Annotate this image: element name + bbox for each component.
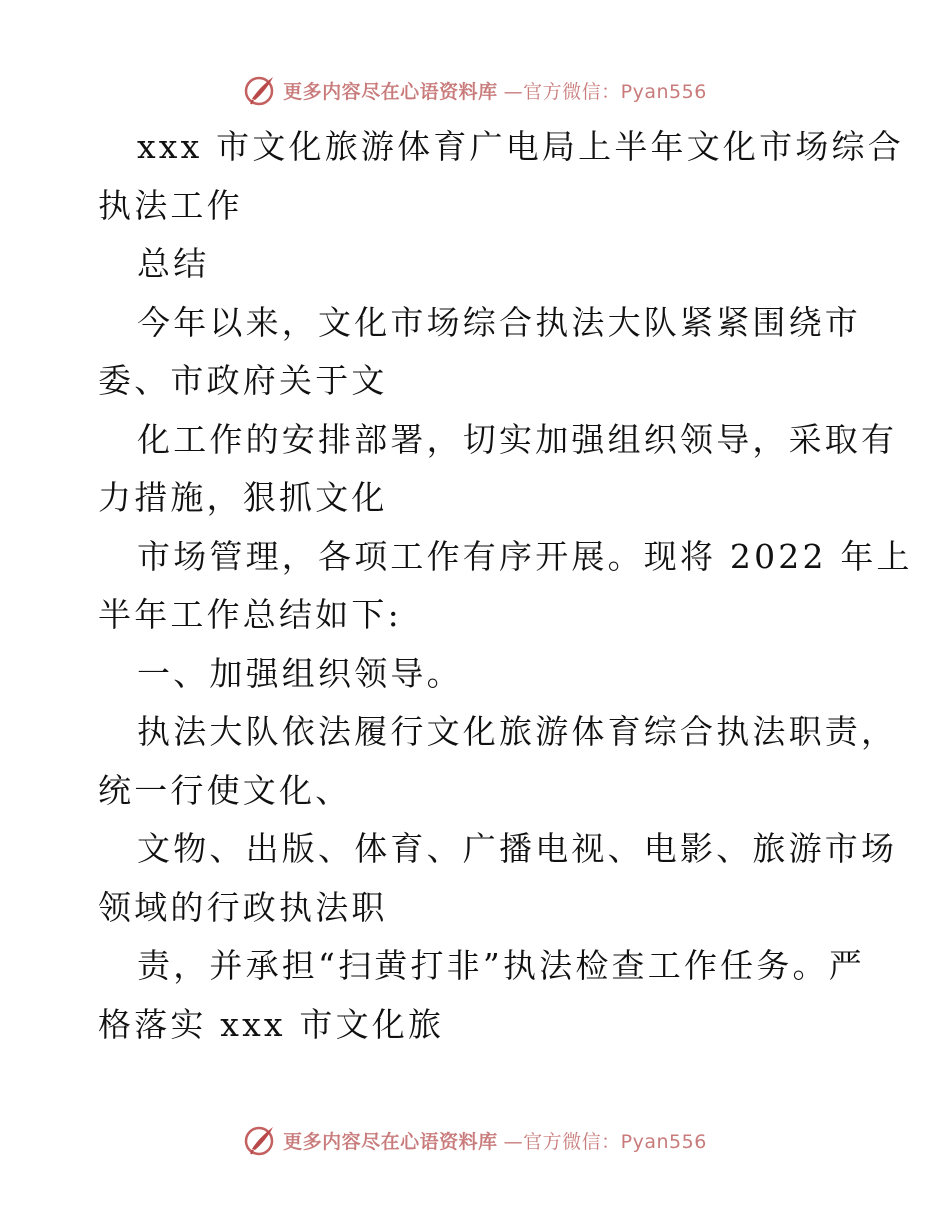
- text-line: 文物、出版、体育、广播电视、电影、旅游市场: [137, 829, 898, 868]
- footer-watermark: [0, 1120, 950, 1160]
- header-watermark: [0, 70, 950, 110]
- text-line: 执法工作: [98, 185, 243, 225]
- watermark-contact-text: —官方微信：Pyan556: [503, 1130, 707, 1153]
- watermark-brand-text: 更多内容尽在心语资料库: [283, 1130, 498, 1153]
- text-line: 市场管理，各项工作有序开展。现将 2022 年上: [137, 536, 913, 576]
- text-line: 化工作的安排部署，切实加强组织领导，采取有: [137, 419, 898, 459]
- text-line: 今年以来，文化市场综合执法大队紧紧围绕市: [137, 302, 861, 342]
- text-line: 领域的行政执法职: [98, 887, 388, 927]
- text-line: 一、加强组织领导。: [137, 653, 463, 693]
- watermark-contact-text: —官方微信：Pyan556: [503, 80, 707, 103]
- document-body: [98, 118, 913, 1054]
- text-line: 责，并承担“扫黄打非”执法检查工作任务。严: [137, 946, 865, 985]
- text-line: 总结: [137, 244, 210, 283]
- text-line: 统一行使文化、: [98, 770, 352, 810]
- text-line: 执法大队依法履行文化旅游体育综合执法职责，: [137, 712, 898, 751]
- text-line: 委、市政府关于文: [98, 361, 388, 400]
- text-line: 力措施，狠抓文化: [98, 478, 388, 517]
- quill-logo-icon: [243, 1123, 277, 1157]
- text-line: 格落实 xxx 市文化旅: [98, 1004, 445, 1044]
- watermark-brand-text: 更多内容尽在心语资料库: [283, 80, 498, 103]
- text-line: 半年工作总结如下:: [98, 595, 402, 634]
- quill-logo-icon: [243, 73, 277, 107]
- text-line: xxx 市文化旅游体育广电局上半年文化市场综合: [137, 127, 904, 166]
